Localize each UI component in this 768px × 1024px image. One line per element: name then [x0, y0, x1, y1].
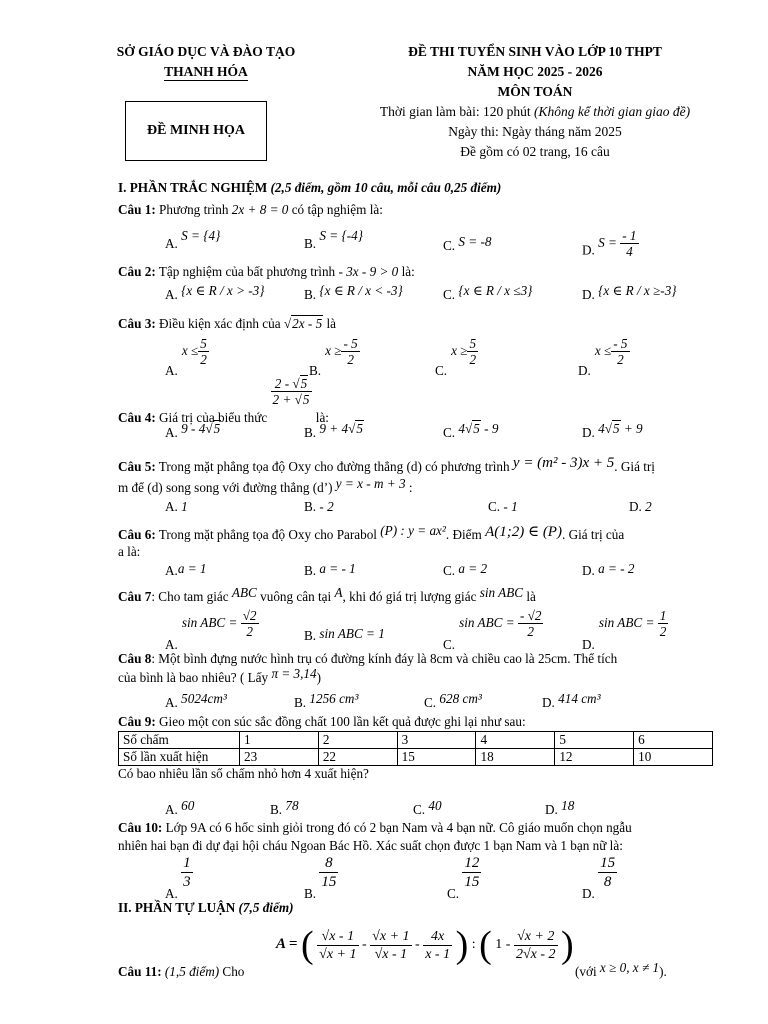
part1-heading: I. PHẦN TRẮC NGHIỆM: [118, 180, 271, 195]
table-cell: 6: [634, 732, 713, 749]
q4-text-post: là:: [312, 409, 329, 425]
q8-a-value: 5024cm³: [181, 691, 227, 706]
q2-b-value: {x ∈ R / x < -3}: [319, 283, 403, 298]
q5-text-post: . Giá trị: [614, 459, 655, 474]
table-cell: 22: [318, 749, 397, 766]
q4-option-b: B. 9 + 4√5: [304, 421, 363, 440]
question-1: [118, 202, 383, 219]
q8-label: Câu 8: [118, 651, 152, 666]
q3-expr: √2x - 5: [283, 316, 323, 331]
q10-label: Câu 10:: [118, 820, 163, 835]
issuing-department: [86, 42, 326, 82]
q6-option-a: A.a = 1: [165, 561, 207, 578]
table-cell: 5: [555, 732, 634, 749]
q1-option-d: D. S = $\frac{- 1}{4}$: [582, 228, 637, 259]
table-cell: Số chấm: [119, 732, 240, 749]
q5-c-value: - 1: [503, 499, 518, 514]
part2-heading: II. PHẦN TỰ LUẬN: [118, 900, 239, 915]
part2-title: [118, 900, 293, 917]
table-cell: Số lần xuất hiện: [119, 749, 240, 766]
q9-question: Có bao nhiêu lần số chấm nhỏ hơn 4 xuất hiện?: [118, 766, 369, 781]
q8-option-b: B. 1256 cm³: [294, 691, 359, 710]
q3-label: Câu 3:: [118, 316, 156, 331]
table-row: [119, 732, 713, 749]
q2-d-value: {x ∈ R / x ≥-3}: [598, 283, 677, 298]
sample-exam-box: [125, 101, 267, 161]
table-cell: 2: [318, 732, 397, 749]
q11-label: Câu 11:: [118, 964, 162, 979]
q7-c-fraction: $\frac{- √2}{2}$: [519, 608, 542, 639]
q10-a-fraction: $\frac{1}{3}$: [183, 855, 191, 890]
q10-option-c: C. $\frac{12}{15}$: [447, 855, 480, 901]
question-8-line2: [118, 666, 322, 687]
table-cell: 18: [476, 749, 555, 766]
q6-text-post: . Giá trị của: [561, 527, 625, 542]
q7-a-fraction: $\frac{√2}{2}$: [242, 608, 257, 639]
q11-expression: A = ( $\frac{√x - 1}{√x + 1}$ - $\frac{√x + 1}{√x - 1}$ - $\frac{4x}{x - 1}$ ) : ( 1 - $\frac{√x + 2}{2√x - 2}$ ): [276, 924, 574, 966]
q7-label: Câu 7: [118, 589, 152, 604]
q8-b-value: 1256 cm³: [309, 691, 359, 706]
q5-option-b: B. - 2: [304, 499, 334, 514]
q3-option-a: A.x ≤ $\frac{5}{2}$: [165, 336, 207, 378]
q11-fraction-1: $\frac{√x - 1}{√x + 1}$: [319, 928, 357, 962]
table-row: [119, 749, 713, 766]
q4-label: Câu 4:: [118, 409, 156, 425]
q9-option-d: D. 18: [545, 798, 575, 817]
exam-title: ĐỀ THI TUYỂN SINH VÀO LỚP 10 THPT: [408, 44, 662, 59]
q2-a-value: {x ∈ R / x > -3}: [181, 283, 265, 298]
q6-expr: (P) : y = ax²: [380, 523, 446, 538]
dept-line1: SỞ GIÁO DỤC VÀ ĐÀO TẠO: [116, 44, 296, 59]
table-cell: 4: [476, 732, 555, 749]
q7-text-mid2: , khi đó giá trị lượng giác: [342, 589, 480, 604]
q3-option-b: B.x ≥ $\frac{- 5}{2}$: [309, 336, 358, 378]
q3-option-d: D.x ≤ $\frac{- 5}{2}$: [578, 336, 628, 378]
q10-line2: nhiên hai bạn đi dự đại hội cháu Ngoan Bác Hồ. Xác suất chọn được 1 bạn Nam và 1 bạn nữ là:: [118, 838, 623, 853]
q6-label: Câu 6:: [118, 527, 156, 542]
q2-c-value: {x ∈ R / x ≤3}: [458, 283, 533, 298]
dept-line2: THANH HÓA: [164, 64, 248, 79]
q9-b-value: 78: [285, 798, 299, 813]
q10-d-fraction: $\frac{15}{8}$: [600, 855, 616, 890]
q7-option-d: D.sin ABC = $\frac{1}{2}$: [582, 608, 667, 652]
q7-triangle: ABC: [231, 585, 257, 600]
part1-title: [118, 180, 501, 197]
q7-text: : Cho tam giác: [151, 589, 232, 604]
question-9: [118, 714, 526, 731]
q5-option-a: A. 1: [165, 499, 188, 514]
q5-expr: y = (m² - 3)x + 5: [512, 455, 615, 471]
q3-text: Điều kiện xác định của: [155, 316, 284, 331]
q3-text-post: là: [323, 316, 337, 331]
q8-d-value: 414 cm³: [558, 691, 601, 706]
time-prefix: Thời gian làm bài: 120 phút: [379, 104, 535, 119]
q5-option-c: C. - 1: [488, 499, 518, 514]
q7-d-fraction: $\frac{1}{2}$: [659, 608, 667, 639]
q6-option-d: D. a = - 2: [582, 561, 635, 578]
q5-line2-post: :: [405, 480, 413, 495]
q7-text-mid: vuông cân tại: [256, 589, 335, 604]
q7-option-a: A.sin ABC = $\frac{√2}{2}$: [165, 608, 257, 652]
q11-A: A =: [276, 936, 298, 953]
time-note: (Không kể thời gian giao đề): [534, 104, 691, 119]
q4-option-c: C. 4√5 - 9: [443, 421, 499, 440]
q5-b-value: - 2: [319, 499, 334, 514]
q4-option-a: A. 9 - 4√5: [165, 421, 221, 440]
q7-expr: sin ABC: [479, 585, 524, 600]
q5-text: Trong mặt phẳng tọa độ Oxy cho đường thẳng (d) có phương trình: [155, 459, 513, 474]
q8-c-value: 628 cm³: [439, 691, 482, 706]
q5-d-value: 2: [645, 499, 652, 514]
q9-a-value: 60: [181, 798, 195, 813]
q6-a-value: a = 1: [177, 561, 207, 576]
subject: MÔN TOÁN: [497, 84, 573, 99]
q1-option-b: B. S = {-4}: [304, 228, 364, 251]
q2-text-post: là:: [398, 264, 415, 279]
q2-option-d: D. {x ∈ R / x ≥-3}: [582, 283, 677, 302]
q1-c-value: S = -8: [458, 234, 492, 249]
q1-d-fraction: $\frac{- 1}{4}$: [622, 228, 637, 259]
school-year: NĂM HỌC 2025 - 2026: [467, 64, 603, 79]
question-5-line2: [118, 476, 413, 497]
q9-option-a: A. 60: [165, 798, 195, 817]
question-7: [118, 585, 536, 606]
question-6: [118, 523, 625, 545]
q3-d-fraction: $\frac{- 5}{2}$: [613, 336, 628, 367]
q10-option-b: B. $\frac{8}{15}$: [304, 855, 337, 901]
q1-option-c: C. S = -8: [443, 234, 492, 253]
q3-a-fraction: $\frac{5}{2}$: [200, 336, 207, 367]
q5-option-d: D. 2: [629, 499, 652, 514]
question-5: [118, 455, 655, 477]
q11-fraction-3: $\frac{4x}{x - 1}$: [425, 928, 451, 962]
q2-expr: - 3x - 9 > 0: [338, 264, 399, 279]
q7-vertex: A: [334, 585, 343, 600]
q9-label: Câu 9:: [118, 714, 156, 729]
table-cell: 3: [397, 732, 476, 749]
q11-fraction-2: $\frac{√x + 1}{√x - 1}$: [372, 928, 410, 962]
q8-option-c: C. 628 cm³: [424, 691, 482, 710]
question-10: [118, 820, 632, 837]
q11-fraction-4: $\frac{√x + 2}{2√x - 2}$: [515, 928, 556, 962]
table-cell: 1: [240, 732, 319, 749]
q1-text-post: có tập nghiệm là:: [288, 202, 383, 217]
q2-label: Câu 2:: [118, 264, 156, 279]
table-cell: 10: [634, 749, 713, 766]
q5-a-value: 1: [181, 499, 188, 514]
pages-note: Đề gồm có 02 trang, 16 câu: [460, 144, 610, 159]
q10-c-fraction: $\frac{12}{15}$: [464, 855, 480, 890]
q7-b-value: sin ABC = 1: [319, 626, 385, 641]
exam-date: Ngày thi: Ngày tháng năm 2025: [448, 124, 622, 139]
part1-note: (2,5 điểm, gồm 10 câu, mỗi câu 0,25 điểm): [270, 180, 502, 195]
q8-option-d: D. 414 cm³: [542, 691, 601, 710]
q11-points: (1,5 điểm): [161, 964, 220, 979]
table-cell: 12: [555, 749, 634, 766]
q8-line2-post: ): [316, 670, 322, 685]
q1-b-value: S = {-4}: [319, 228, 364, 243]
exam-header: [355, 42, 715, 162]
dice-results-table: [118, 731, 713, 766]
q6-d-value: a = - 2: [598, 561, 635, 576]
q2-text: Tập nghiệm của bất phương trình: [155, 264, 339, 279]
q11-condition: (với x ≥ 0, x ≠ 1).: [575, 960, 667, 979]
q6-expr2: A(1;2) ∈ (P): [485, 524, 562, 540]
q4-text: Giá trị của biểu thức: [155, 409, 271, 425]
q6-line2: a là:: [118, 544, 141, 559]
q8-text: : Một bình đựng nước hình trụ có đường kính đáy là 8cm và chiều cao là 25cm. Thể tích: [151, 651, 618, 666]
q1-text: Phương trình: [155, 202, 232, 217]
q1-d-pre: S =: [598, 234, 617, 250]
q4-expr: $\frac{2 - √5}{2 + √5}$: [271, 376, 313, 407]
q1-label: Câu 1:: [118, 202, 156, 217]
q10-option-a: A. $\frac{1}{3}$: [165, 855, 191, 901]
table-cell: 15: [397, 749, 476, 766]
q10-text: Lớp 9A có 6 hốc sinh giỏi trong đó có 2 bạn Nam và 4 bạn nữ. Cô giáo muốn chọn ngẫu: [162, 820, 632, 835]
q6-b-value: a = - 1: [319, 561, 356, 576]
q3-option-c: C.x ≥ $\frac{5}{2}$: [435, 336, 477, 378]
q3-b-fraction: $\frac{- 5}{2}$: [343, 336, 358, 367]
q9-option-c: C. 40: [413, 798, 442, 817]
q6-c-value: a = 2: [458, 561, 488, 576]
q9-c-value: 40: [428, 798, 442, 813]
q10-b-fraction: $\frac{8}{15}$: [321, 855, 337, 890]
part2-note: (7,5 điểm): [238, 900, 294, 915]
question-8: [118, 651, 617, 668]
q8-option-a: A. 5024cm³: [165, 691, 227, 710]
question-11: [118, 964, 244, 981]
time-line: [355, 102, 715, 122]
q6-text-mid: . Điểm: [445, 527, 486, 542]
table-cell: 23: [240, 749, 319, 766]
q10-option-d: D. $\frac{15}{8}$: [582, 855, 616, 901]
q9-d-value: 18: [561, 798, 575, 813]
q7-text-post: là: [523, 589, 536, 604]
question-3: [118, 316, 336, 333]
q5-line2: m để (d) song song với đường thẳng (d’): [118, 480, 336, 495]
q11-text: Cho: [219, 964, 245, 979]
q7-option-b: B. sin ABC = 1: [304, 626, 385, 643]
q8-line2: của bình là bao nhiêu? ( Lấy: [118, 670, 272, 685]
q6-text: Trong mặt phẳng tọa độ Oxy cho Parabol: [155, 527, 381, 542]
q6-option-c: C. a = 2: [443, 561, 488, 578]
question-2: [118, 264, 415, 281]
q1-option-a: A. S = {4}: [165, 228, 221, 251]
q2-option-c: C. {x ∈ R / x ≤3}: [443, 283, 533, 302]
q4-option-d: D. 4√5 + 9: [582, 421, 643, 440]
q2-option-b: B. {x ∈ R / x < -3}: [304, 283, 403, 302]
q5-label: Câu 5:: [118, 459, 156, 474]
q1-expr: 2x + 8 = 0: [231, 202, 289, 217]
q2-option-a: A. {x ∈ R / x > -3}: [165, 283, 265, 302]
question-4: [118, 376, 329, 425]
q3-c-fraction: $\frac{5}{2}$: [469, 336, 477, 367]
q6-option-b: B. a = - 1: [304, 561, 356, 578]
q5-expr2: y = x - m + 3: [335, 476, 406, 491]
q8-pi: π = 3,14: [271, 666, 317, 681]
q9-text: Gieo một con súc sắc đồng chất 100 lần kết quả được ghi lại như sau:: [155, 714, 526, 729]
q9-option-b: B. 78: [270, 798, 299, 817]
q1-a-value: S = {4}: [181, 228, 221, 243]
q7-option-c: C.sin ABC = $\frac{- √2}{2}$: [443, 608, 542, 652]
box-label: ĐỀ MINH HỌA: [147, 123, 245, 139]
